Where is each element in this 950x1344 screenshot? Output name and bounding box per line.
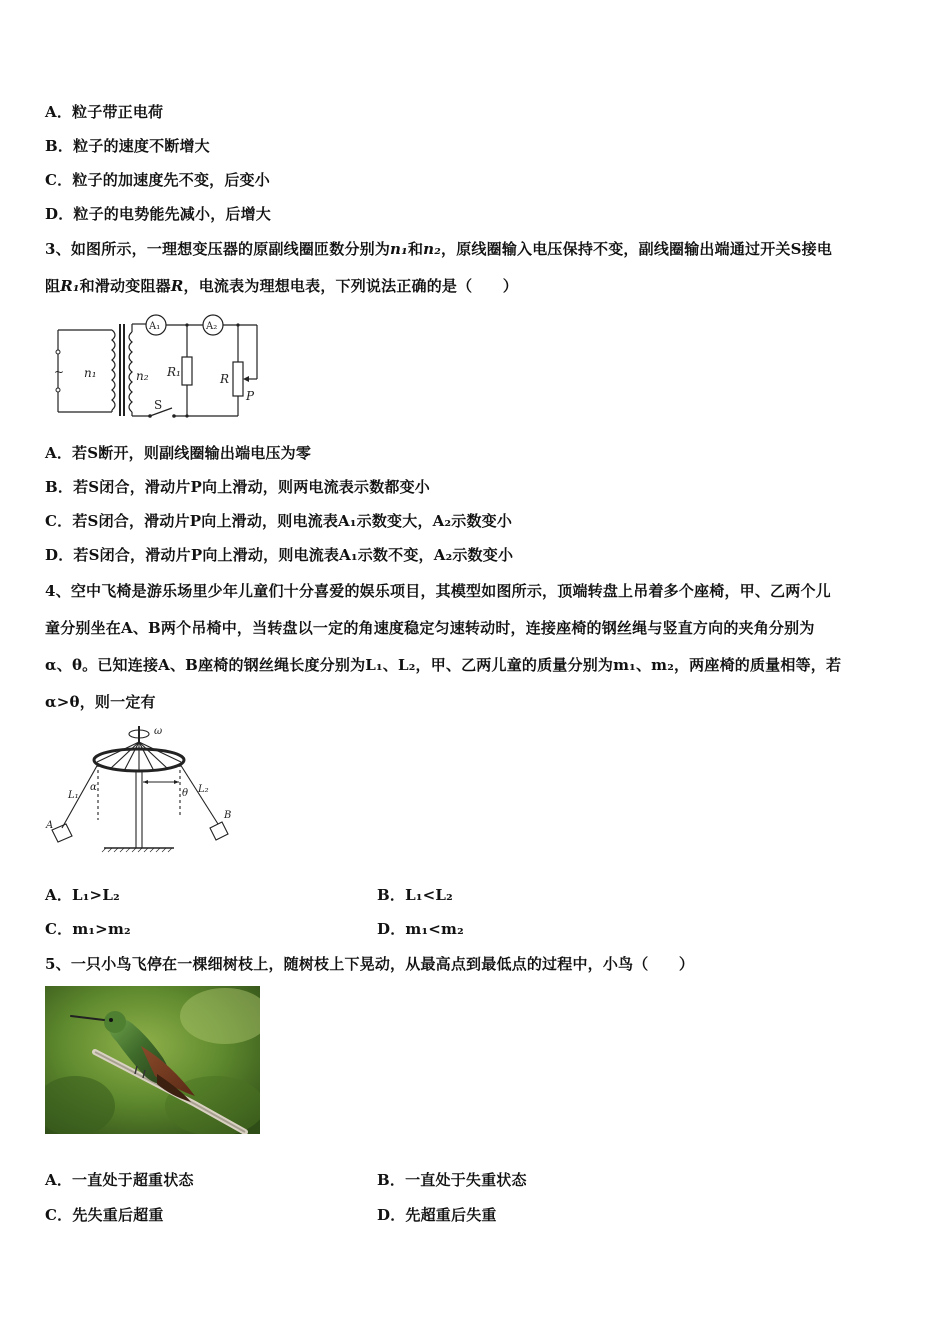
q4-stem-line3: α、θ。已知连接A、B座椅的钢丝绳长度分别为L₁、L₂，甲、乙两儿童的质量分别为m₁、m₂，两座椅的质量相等，若: [45, 656, 842, 674]
q3-stem-line2: 阻R₁和滑动变阻器R，电流表为理想电表，下列说法正确的是（ ）: [45, 277, 518, 295]
slider-p-label: P: [246, 389, 255, 403]
switch-s-label: S: [154, 398, 163, 412]
q2-option-d: D．粒子的电势能先减小，后增大: [45, 205, 272, 223]
theta-label: θ: [182, 788, 189, 799]
q3-stem-line1: 3、如图所示，一理想变压器的原副线圈匝数分别为n₁和n₂，原线圈输入电压保持不变，副线圈输出端通过开关S接电: [45, 240, 833, 258]
q4-stem-line4: α>θ，则一定有: [45, 693, 156, 711]
q3-r1: R₁: [60, 277, 80, 295]
q2-option-b: B．粒子的速度不断增大: [45, 137, 210, 155]
q5-option-b: B．一直处于失重状态: [377, 1171, 527, 1189]
ammeter-a2-label: A₂: [206, 321, 218, 332]
q4-stem-line2: 童分别坐在A、B两个吊椅中，当转盘以一定的角速度稳定匀速转动时，连接座椅的钢丝绳与竖直方向的夹角分别为: [45, 619, 815, 637]
q4-option-c: C．m₁>m₂: [45, 920, 131, 938]
transformer-circuit-figure: [50, 312, 270, 424]
q3-option-a: A．若S断开，则副线圈输出端电压为零: [45, 444, 312, 462]
q5-option-c: C．先失重后超重: [45, 1206, 164, 1224]
chair-b-label: B: [224, 810, 232, 821]
q2-option-a: A．粒子带正电荷: [45, 103, 164, 121]
q4-option-b: B．L₁<L₂: [377, 886, 453, 904]
q4-stem-line1: 4、空中飞椅是游乐场里少年儿童们十分喜爱的娱乐项目，其模型如图所示，顶端转盘上吊着多个座椅，甲、乙两个儿: [45, 582, 831, 600]
q5-stem: 5、一只小鸟飞停在一棵细树枝上，随树枝上下晃动，从最高点到最低点的过程中，小鸟（ ）: [45, 955, 695, 973]
q2-option-c: C．粒子的加速度先不变，后变小: [45, 171, 270, 189]
q4-option-a: A．L₁>L₂: [45, 886, 120, 904]
l1-label: L₁: [68, 790, 79, 801]
r-label: R: [220, 372, 230, 386]
q3-r: R: [170, 277, 184, 295]
r1-label: R₁: [167, 365, 181, 379]
omega-label: ω: [154, 726, 163, 737]
ac-source-label: ~: [54, 365, 65, 379]
n1-label: n₁: [84, 366, 97, 380]
l2-label: L₂: [198, 784, 209, 795]
q3-option-d: D．若S闭合，滑动片P向上滑动，则电流表A₁示数不变，A₂示数变小: [45, 546, 514, 564]
q3-option-c: C．若S闭合，滑动片P向上滑动，则电流表A₁示数变大，A₂示数变小: [45, 512, 513, 530]
n2-label: n₂: [136, 369, 149, 383]
q5-option-a: A．一直处于超重状态: [45, 1171, 194, 1189]
ammeter-a1-label: A₁: [149, 321, 161, 332]
q3-option-b: B．若S闭合，滑动片P向上滑动，则两电流表示数都变小: [45, 478, 430, 496]
chair-a-label: A: [46, 820, 54, 831]
hummingbird-photo: [45, 986, 260, 1134]
q3-n2: n₂: [423, 240, 442, 258]
q5-option-d: D．先超重后失重: [377, 1206, 497, 1224]
flying-chair-figure: [42, 720, 247, 860]
q4-option-d: D．m₁<m₂: [377, 920, 464, 938]
alpha-label: α: [90, 782, 97, 793]
q3-n1: n₁: [390, 240, 408, 258]
